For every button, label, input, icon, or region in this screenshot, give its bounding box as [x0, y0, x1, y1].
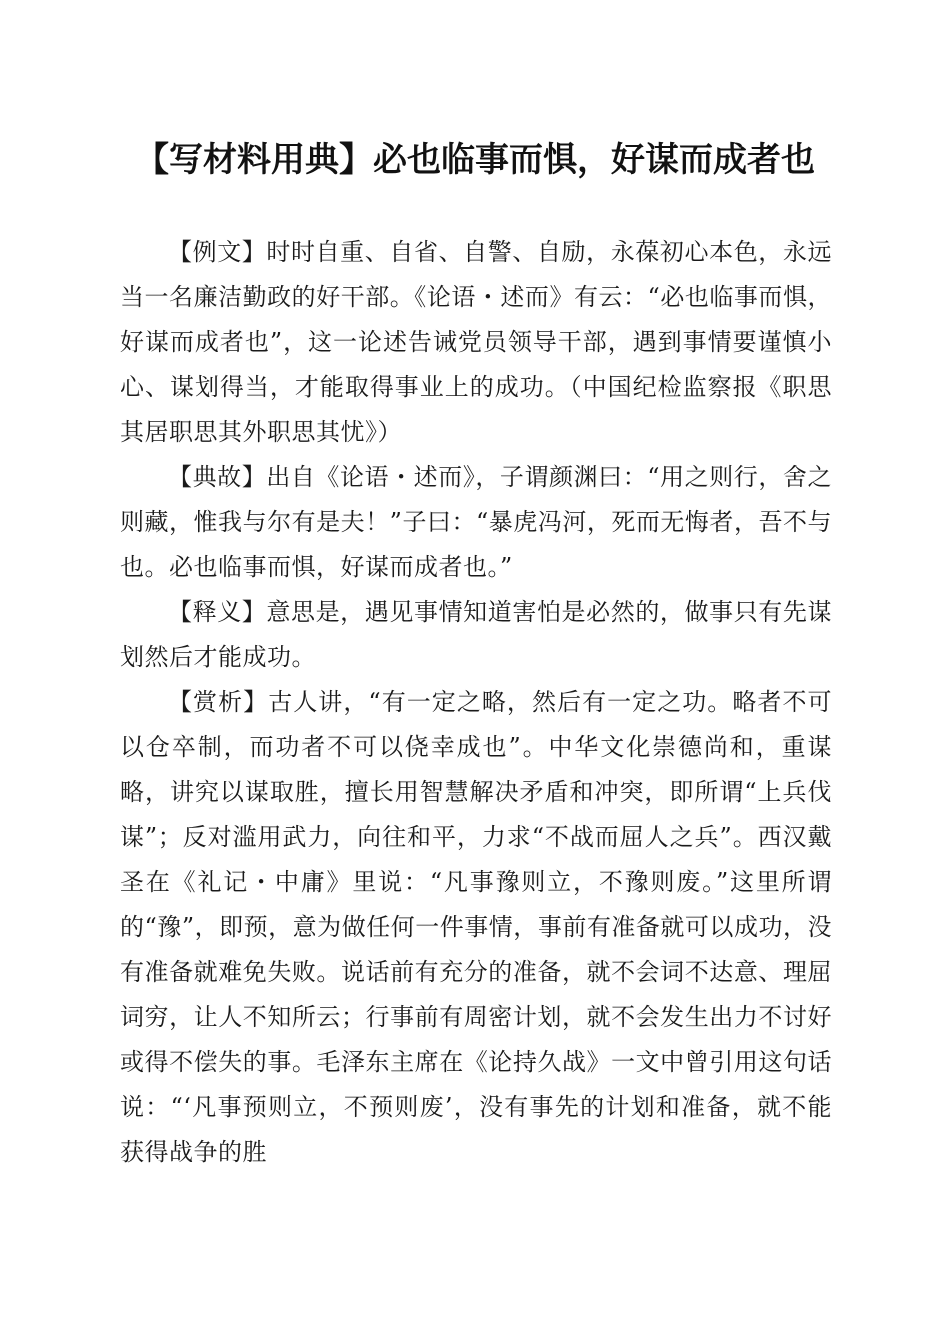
paragraph-allusion [120, 455, 832, 590]
paragraph-text-allusion: 出自《论语・述而》，子谓颜渊曰：“用之则行，舍之则藏，惟我与尔有是夫！”子曰：“暴虎冯河，死而无悔者，吾不与也。必也临事而惧，好谋而成者也。” [120, 463, 832, 581]
paragraph-text-meaning: 意思是，遇见事情知道害怕是必然的，做事只有先谋划然后才能成功。 [120, 598, 833, 671]
paragraph-meaning [120, 590, 832, 680]
paragraph-tag-meaning: 【释义】 [168, 598, 267, 626]
paragraph-tag-example: 【例文】 [168, 238, 267, 266]
document-body [120, 230, 832, 1175]
paragraph-example [120, 230, 832, 455]
paragraph-text-appreciation: 古人讲，“有一定之略，然后有一定之功。略者不可以仓卒制，而功者不可以侥幸成也”。中华文化崇德尚和，重谋略，讲究以谋取胜，擅长用智慧解决矛盾和冲突，即所谓“上兵伐谋”；反对滥用武力，向往和平，力求“不战而屈人之兵”。西汉戴圣在《礼记・中庸》里说：“凡事豫则立，不豫则废。”这里所谓的“豫”，即预，意为做任何一件事情，事前有准备就可以成功，没有准备就难免失败。说话前有充分的准备，就不会词不达意、理屈词穷，让人不知所云；行事前有周密计划，就不会发生出力不讨好或得不偿失的事。毛泽东主席在《论持久战》一文中曾引用这句话说：“‘凡事预则立，不预则废’，没有事先的计划和准备，就不能获得战争的胜 [120, 688, 832, 1166]
document-title: 【写材料用典】必也临事而惧，好谋而成者也 [135, 140, 815, 180]
paragraph-tag-allusion: 【典故】 [168, 463, 267, 491]
paragraph-appreciation [120, 680, 832, 1175]
paragraph-text-example: 时时自重、自省、自警、自励，永葆初心本色，永远当一名廉洁勤政的好干部。《论语・述而》有云：“必也临事而惧，好谋而成者也”，这一论述告诫党员领导干部，遇到事情要谨慎小心、谋划得当，才能取得事业上的成功。（中国纪检监察报《职思其居职思其外职思其忧》） [120, 238, 833, 446]
paragraph-tag-appreciation: 【赏析】 [168, 688, 269, 716]
